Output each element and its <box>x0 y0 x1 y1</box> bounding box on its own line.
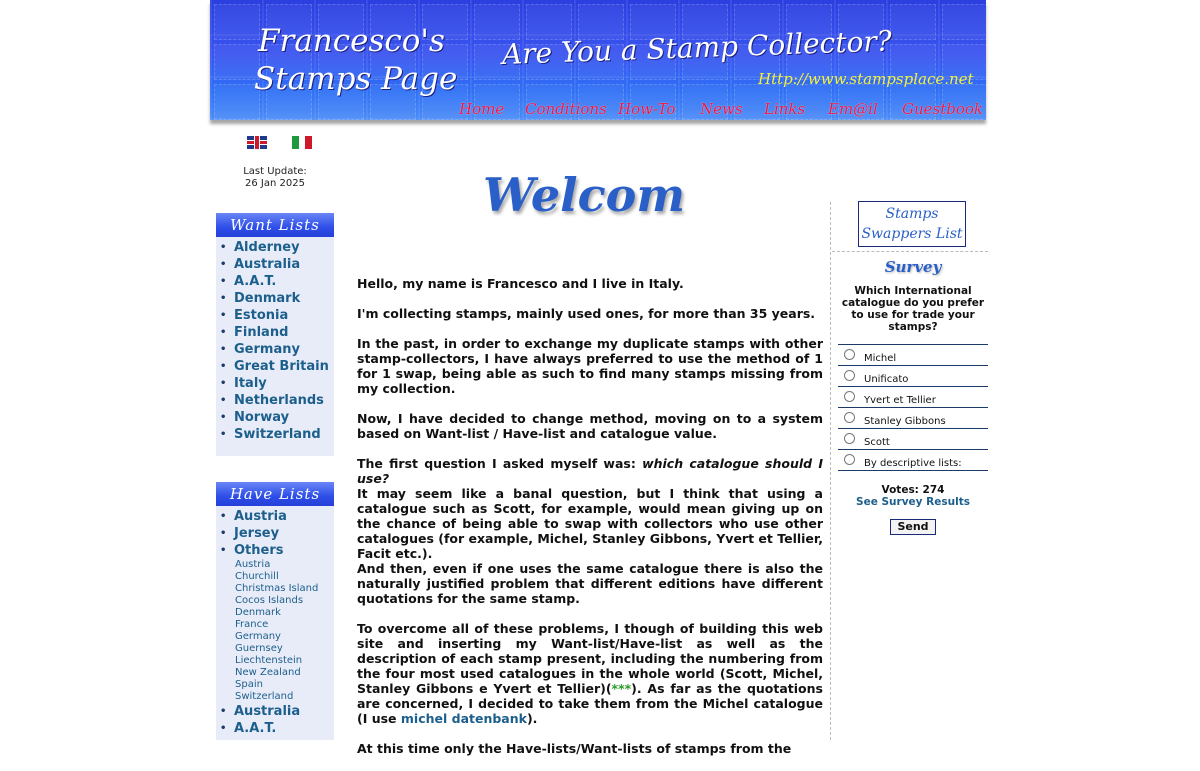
welcome-heading: Welcom <box>483 168 686 222</box>
others-item-guernsey[interactable]: Guernsey <box>235 643 283 654</box>
editions-problem: And then, even if one uses the same catalogue there is also the naturally justified problem that different editions have different quotations for the same stamp. <box>357 561 823 606</box>
want-lists-list <box>216 237 334 443</box>
survey-question: Which International catalogue do you prefer to use for trade your stamps? <box>841 285 985 333</box>
option-label: By descriptive lists: <box>864 458 962 469</box>
have-lists-header: Have Lists <box>216 482 334 506</box>
site-title-line1: Francesco's <box>258 23 445 59</box>
others-item-germany[interactable]: Germany <box>235 631 281 642</box>
radio-button[interactable] <box>844 433 855 444</box>
survey-divider <box>832 251 988 252</box>
option-label: Unificato <box>864 374 909 385</box>
solution-paragraph <box>357 621 823 726</box>
see-survey-results-link[interactable]: See Survey Results <box>856 496 970 508</box>
nav-how-to[interactable]: How-To <box>618 100 676 118</box>
option-label: Michel <box>864 353 897 364</box>
want-item-switzerland[interactable]: • Switzerland <box>216 426 334 443</box>
banner-stamp-tile <box>942 4 988 40</box>
have-lists-box <box>216 482 334 740</box>
site-title-line2: Stamps Page <box>254 61 458 97</box>
question-explanation: It may seem like a banal question, but I think that using a catalogue such as Scott, for example, would mean giving up on the chance of being able to swap with collectors who use other catalogues (for example, Michel, Stanley Gibbons, Yvert et Tellier, Facit etc.). <box>357 486 823 561</box>
michel-datenbank-link[interactable]: michel datenbank <box>400 711 527 726</box>
banner-url: Http://www.stampsplace.net <box>758 70 974 88</box>
want-item-aat[interactable]: • A.A.T. <box>216 273 334 290</box>
swappers-list-link[interactable] <box>858 201 966 247</box>
others-item-denmark[interactable]: Denmark <box>235 607 281 618</box>
nav-conditions[interactable]: Conditions <box>525 100 607 118</box>
want-item-netherlands[interactable]: • Netherlands <box>216 392 334 409</box>
new-method-paragraph: Now, I have decided to change method, moving on to a system based on Want-list / Have-list and catalogue value. <box>357 411 823 441</box>
want-item-alderney[interactable]: • Alderney <box>216 239 334 256</box>
radio-button[interactable] <box>844 349 855 360</box>
want-item-great-britain[interactable]: • Great Britain <box>216 358 334 375</box>
option-label: Yvert et Tellier <box>864 395 936 406</box>
want-lists-header: Want Lists <box>216 213 334 237</box>
solution-text-cont: ). As far as the quotations are concerned, I decided to take them from the Michel catalogue (I use <box>357 681 823 726</box>
intro-paragraph: Hello, my name is Francesco and I live in Italy. <box>357 276 684 291</box>
have-lists-list <box>216 506 334 737</box>
others-item-spain[interactable]: Spain <box>235 679 263 690</box>
want-item-germany[interactable]: • Germany <box>216 341 334 358</box>
want-item-finland[interactable]: • Finland <box>216 324 334 341</box>
survey-option-scott[interactable] <box>838 428 988 449</box>
main-content <box>357 276 823 771</box>
radio-button[interactable] <box>844 370 855 381</box>
radio-button[interactable] <box>844 412 855 423</box>
last-update <box>232 166 318 190</box>
survey-option-stanley-gibbons[interactable] <box>838 407 988 428</box>
survey-option-michel[interactable] <box>838 344 988 365</box>
swappers-line1: Stamps <box>885 206 939 222</box>
top-navigation <box>456 100 983 120</box>
catalogue-question-paragraph <box>357 456 823 606</box>
survey-options <box>838 344 988 471</box>
nav-home[interactable]: Home <box>459 100 505 118</box>
footnote-stars-link[interactable]: *** <box>611 681 632 696</box>
past-method-paragraph: In the past, in order to exchange my duplicate stamps with other stamp-collectors, I have always preferred to use the method of 1 for 1 swap, being able as such to find many stamps missing from my collection. <box>357 336 823 396</box>
nav-guestbook[interactable]: Guestbook <box>902 100 983 118</box>
others-item-new-zealand[interactable]: New Zealand <box>235 667 301 678</box>
question-lead: The first question I asked myself was: <box>357 456 643 471</box>
nav-news[interactable]: News <box>700 100 743 118</box>
survey-votes: Votes: 274 <box>881 484 945 496</box>
send-button[interactable]: Send <box>890 519 936 535</box>
survey-option-unificato[interactable] <box>838 365 988 386</box>
others-item-churchill[interactable]: Churchill <box>235 571 279 582</box>
want-item-australia[interactable]: • Australia <box>216 256 334 273</box>
want-item-norway[interactable]: • Norway <box>216 409 334 426</box>
banner-stamp-tile <box>214 4 260 40</box>
survey-title: Survey <box>884 258 942 276</box>
survey-option-yvert[interactable] <box>838 386 988 407</box>
flag-stripe <box>292 136 299 149</box>
experience-paragraph: I'm collecting stamps, mainly used ones, for more than 35 years. <box>357 306 816 321</box>
option-label: Scott <box>864 437 890 448</box>
last-update-label: Last Update: <box>243 166 307 177</box>
others-item-switzerland[interactable]: Switzerland <box>235 691 294 702</box>
have-item-others[interactable]: • Others <box>216 542 334 559</box>
others-item-liechtenstein[interactable]: Liechtenstein <box>235 655 303 666</box>
site-banner <box>210 0 986 120</box>
survey-option-descriptive[interactable] <box>838 449 988 471</box>
question-italic: which catalogue should I use? <box>357 456 823 486</box>
have-item-aat[interactable]: • A.A.T. <box>216 720 334 737</box>
want-lists-box <box>216 213 334 456</box>
right-column-divider <box>830 202 831 740</box>
option-label: Stanley Gibbons <box>864 416 946 427</box>
radio-button[interactable] <box>844 454 855 465</box>
flag-stripe <box>299 136 306 149</box>
swappers-line2: Swappers List <box>861 226 963 242</box>
others-item-cocos-islands[interactable]: Cocos Islands <box>235 595 304 606</box>
last-update-date: 26 Jan 2025 <box>245 178 305 189</box>
current-status-paragraph: At this time only the Have-lists/Want-lists of stamps from the <box>357 741 792 756</box>
flag-stripe <box>305 136 312 149</box>
radio-button[interactable] <box>844 391 855 402</box>
want-item-denmark[interactable]: • Denmark <box>216 290 334 307</box>
nav-links[interactable]: Links <box>764 100 806 118</box>
banner-stamp-tile <box>890 4 936 40</box>
banner-stamp-tile <box>526 4 572 40</box>
have-item-jersey[interactable]: • Jersey <box>216 525 334 542</box>
want-item-italy[interactable]: • Italy <box>216 375 334 392</box>
italian-flag-icon[interactable] <box>292 136 312 149</box>
others-item-austria[interactable]: Austria <box>235 559 271 570</box>
banner-tagline: Are You a Stamp Collector? <box>501 24 893 71</box>
english-flag-icon[interactable] <box>247 136 267 149</box>
others-item-france[interactable]: France <box>235 619 269 630</box>
want-item-estonia[interactable]: • Estonia <box>216 307 334 324</box>
have-item-australia[interactable]: • Australia <box>216 703 334 720</box>
solution-text-end: ). <box>526 711 538 726</box>
site-title[interactable] <box>254 22 488 98</box>
solution-text: To overcome all of these problems, I though of building this web site and inserting my Want-list/Have-list as well as the description of each stamp present, including the numbering from the four most used catalogues in the whole world (Scott, Michel, Stanley Gibbons e Yvert et Tellier)( <box>357 621 823 696</box>
nav-email[interactable]: Em@il <box>828 100 878 118</box>
have-item-austria[interactable]: • Austria <box>216 508 334 525</box>
others-item-christmas-island[interactable]: Christmas Island <box>235 583 319 594</box>
page-container <box>210 0 986 756</box>
